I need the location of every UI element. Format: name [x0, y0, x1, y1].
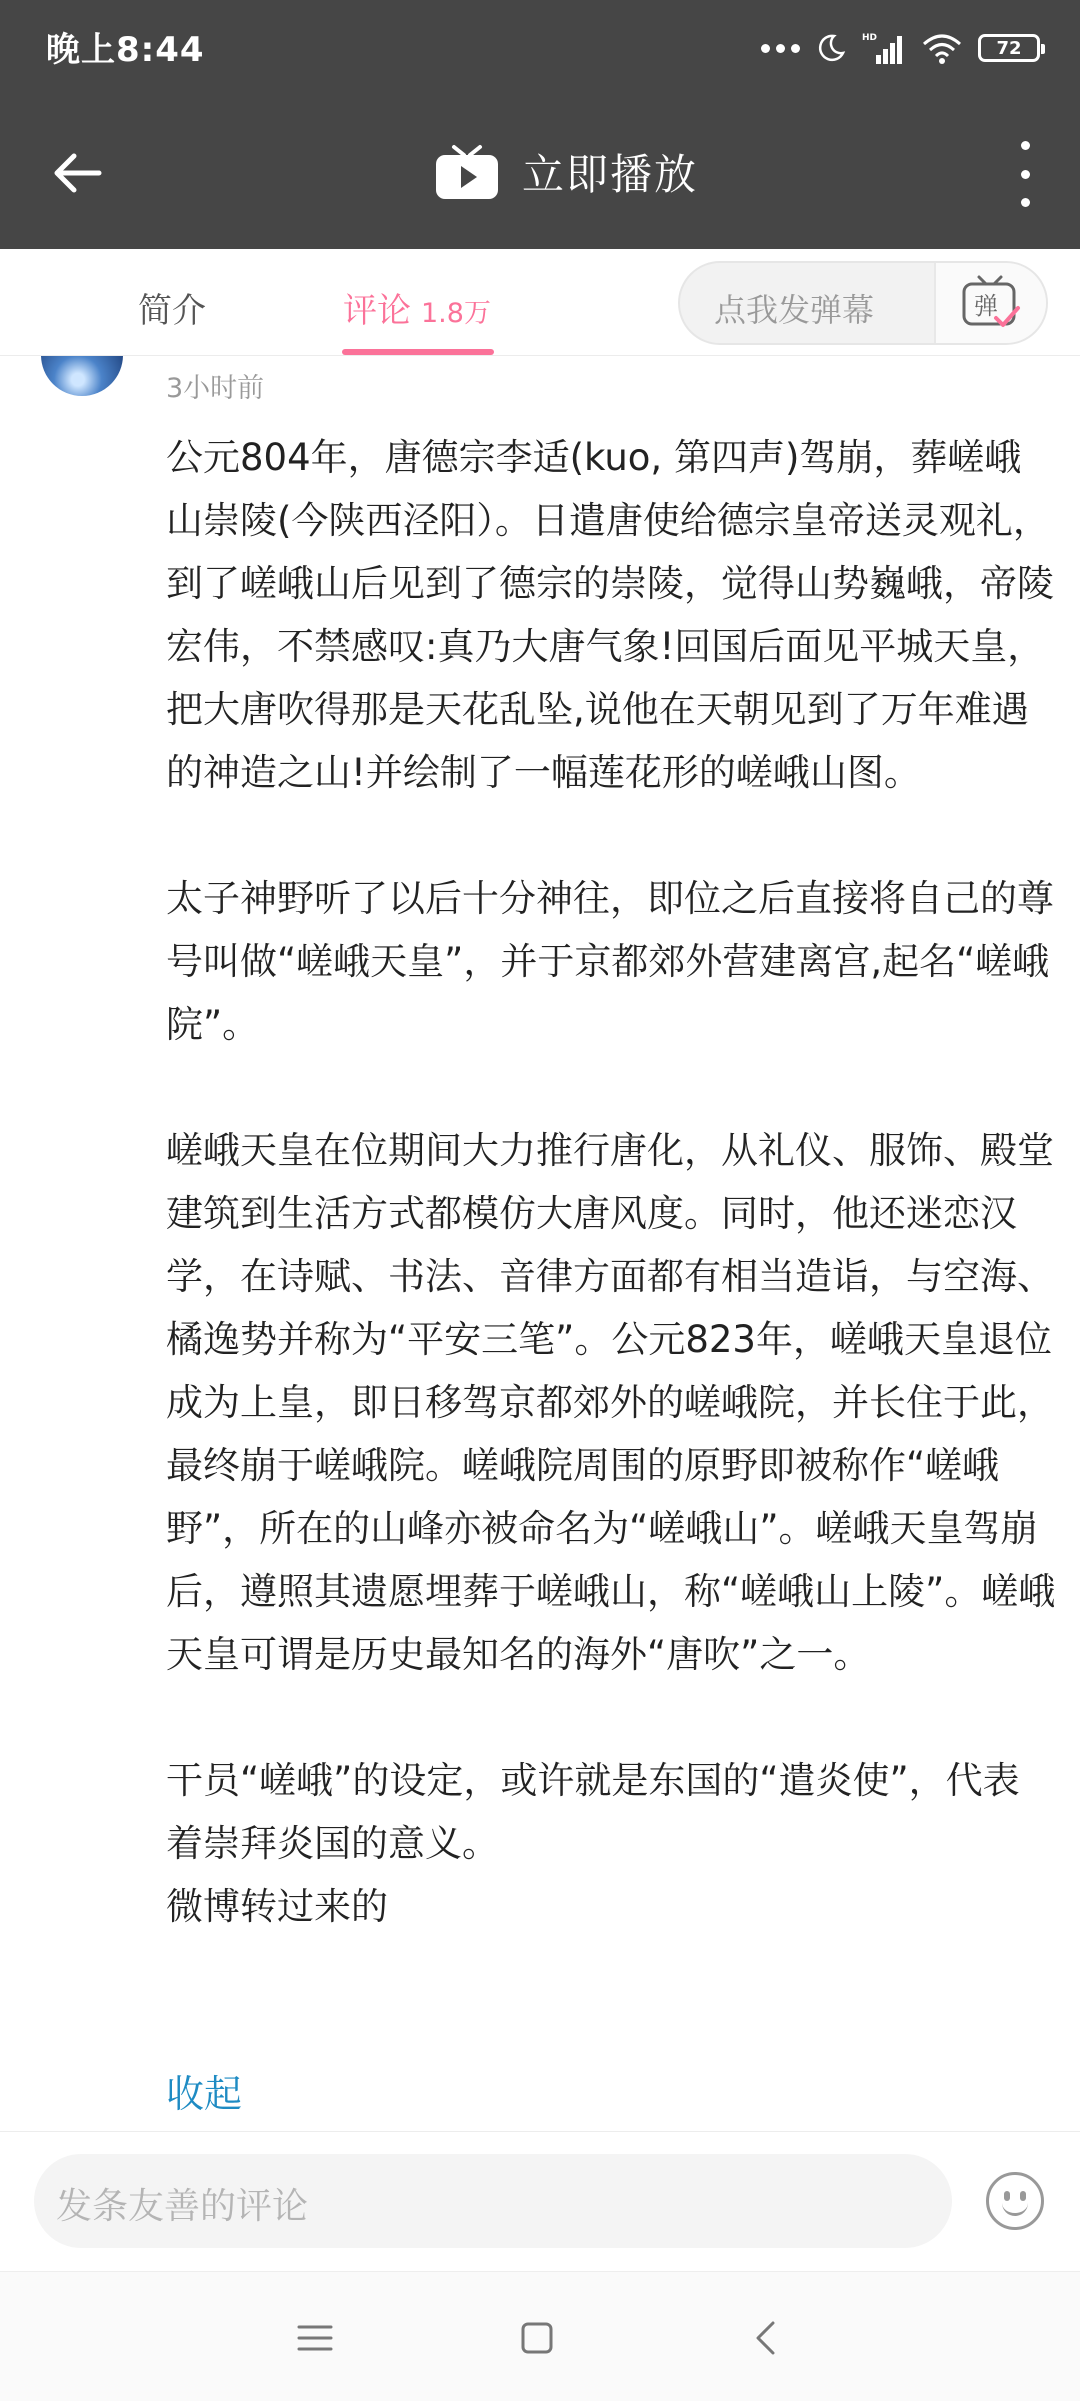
menu-icon: [297, 2323, 333, 2353]
comment-paragraph: 干员“嵯峨”的设定，或许就是东国的“遣炎使”，代表着崇拜炎国的意义。: [166, 1759, 1020, 1865]
active-tab-indicator: [342, 349, 494, 355]
comment-item: [0, 356, 1080, 2130]
comment-paragraph: 微博转过来的: [166, 1885, 388, 1928]
collapse-link[interactable]: 收起: [166, 2072, 243, 2116]
status-time: 晚上8:44: [46, 30, 205, 70]
home-button[interactable]: [512, 2316, 562, 2360]
more-dots-icon: [761, 44, 800, 53]
play-now-button[interactable]: [434, 142, 698, 202]
system-nav-bar: [0, 2271, 1080, 2401]
more-vertical-icon: [1021, 141, 1030, 150]
toolbar: [0, 96, 1080, 249]
danmu-input[interactable]: [678, 261, 1048, 345]
danmu-placeholder: 点我发弹幕: [714, 291, 875, 329]
comment-body: [166, 426, 1056, 1938]
back-nav-button[interactable]: [740, 2316, 790, 2360]
comment-input[interactable]: [34, 2154, 952, 2248]
comment-paragraph: 公元804年，唐德宗李适(kuo, 第四声)驾崩，葬嵯峨山崇陵(今陕西泾阳）。日遣唐使给德宗皇帝送灵观礼，到了嵯峨山后见到了德宗的崇陵，觉得山势巍峨，帝陵宏伟，不禁感叹:真乃大唐气象!回国后面见平城天皇，把大唐吹得那是天花乱坠,说他在天朝见到了万年难遇的神造之山!并绘制了一幅莲花形的嵯峨山图。: [166, 436, 1054, 794]
wifi-icon: [922, 32, 962, 64]
menu-button[interactable]: [290, 2316, 340, 2360]
back-chevron-icon: [753, 2320, 777, 2356]
battery-icon: 72: [978, 34, 1040, 62]
svg-text:HD: HD: [862, 33, 878, 43]
comment-paragraph: 嵯峨天皇在位期间大力推行唐化，从礼仪、服饰、殿堂建筑到生活方式都模仿大唐风度。同时，他还迷恋汉学，在诗赋、书法、音律方面都有相当造诣，与空海、橘逸势并称为“平安三笔”。公元823年，嵯峨天皇退位成为上皇，即日移驾京都郊外的嵯峨院，并长住于此，最终崩于嵯峨院。嵯峨院周围的原野即被称作“嵯峨野”，所在的山峰亦被命名为“嵯峨山”。嵯峨天皇驾崩后，遵照其遗愿埋葬于嵯峨山，称“嵯峨山上陵”。嵯峨天皇可谓是历史最知名的海外“唐吹”之一。: [166, 1129, 1056, 1676]
tab-intro[interactable]: 简介: [138, 291, 206, 331]
emoji-icon[interactable]: [986, 2172, 1044, 2230]
more-options-button[interactable]: [1000, 141, 1050, 207]
danmu-toggle-button[interactable]: [934, 263, 1046, 343]
back-button[interactable]: [40, 136, 114, 210]
home-square-icon: [520, 2321, 554, 2355]
comment-input-placeholder: 发条友善的评论: [56, 2186, 309, 2227]
status-bar: [0, 0, 1080, 96]
back-arrow-icon: [52, 151, 102, 195]
comments-count: 1.8万: [421, 298, 491, 329]
comment-time: 3小时前: [166, 373, 265, 404]
comment-input-bar: [0, 2131, 1080, 2272]
tab-bar: [0, 249, 1080, 356]
avatar[interactable]: [41, 356, 123, 396]
tv-play-icon: [434, 143, 500, 201]
danmu-icon: [960, 274, 1022, 332]
hd-signal-icon: [862, 31, 906, 65]
svg-text:弹: 弹: [974, 292, 998, 320]
comment-paragraph: 太子神野听了以后十分神往，即位之后直接将自己的尊号叫做“嵯峨天皇”，并于京都郊外营建离宫,起名“嵯峨院”。: [166, 877, 1054, 1046]
status-icons: [761, 26, 1040, 70]
tab-comments[interactable]: [343, 283, 491, 332]
play-now-title: 立即播放: [522, 150, 699, 199]
tab-comments-label: 评论: [343, 291, 411, 331]
moon-icon: [816, 33, 846, 63]
